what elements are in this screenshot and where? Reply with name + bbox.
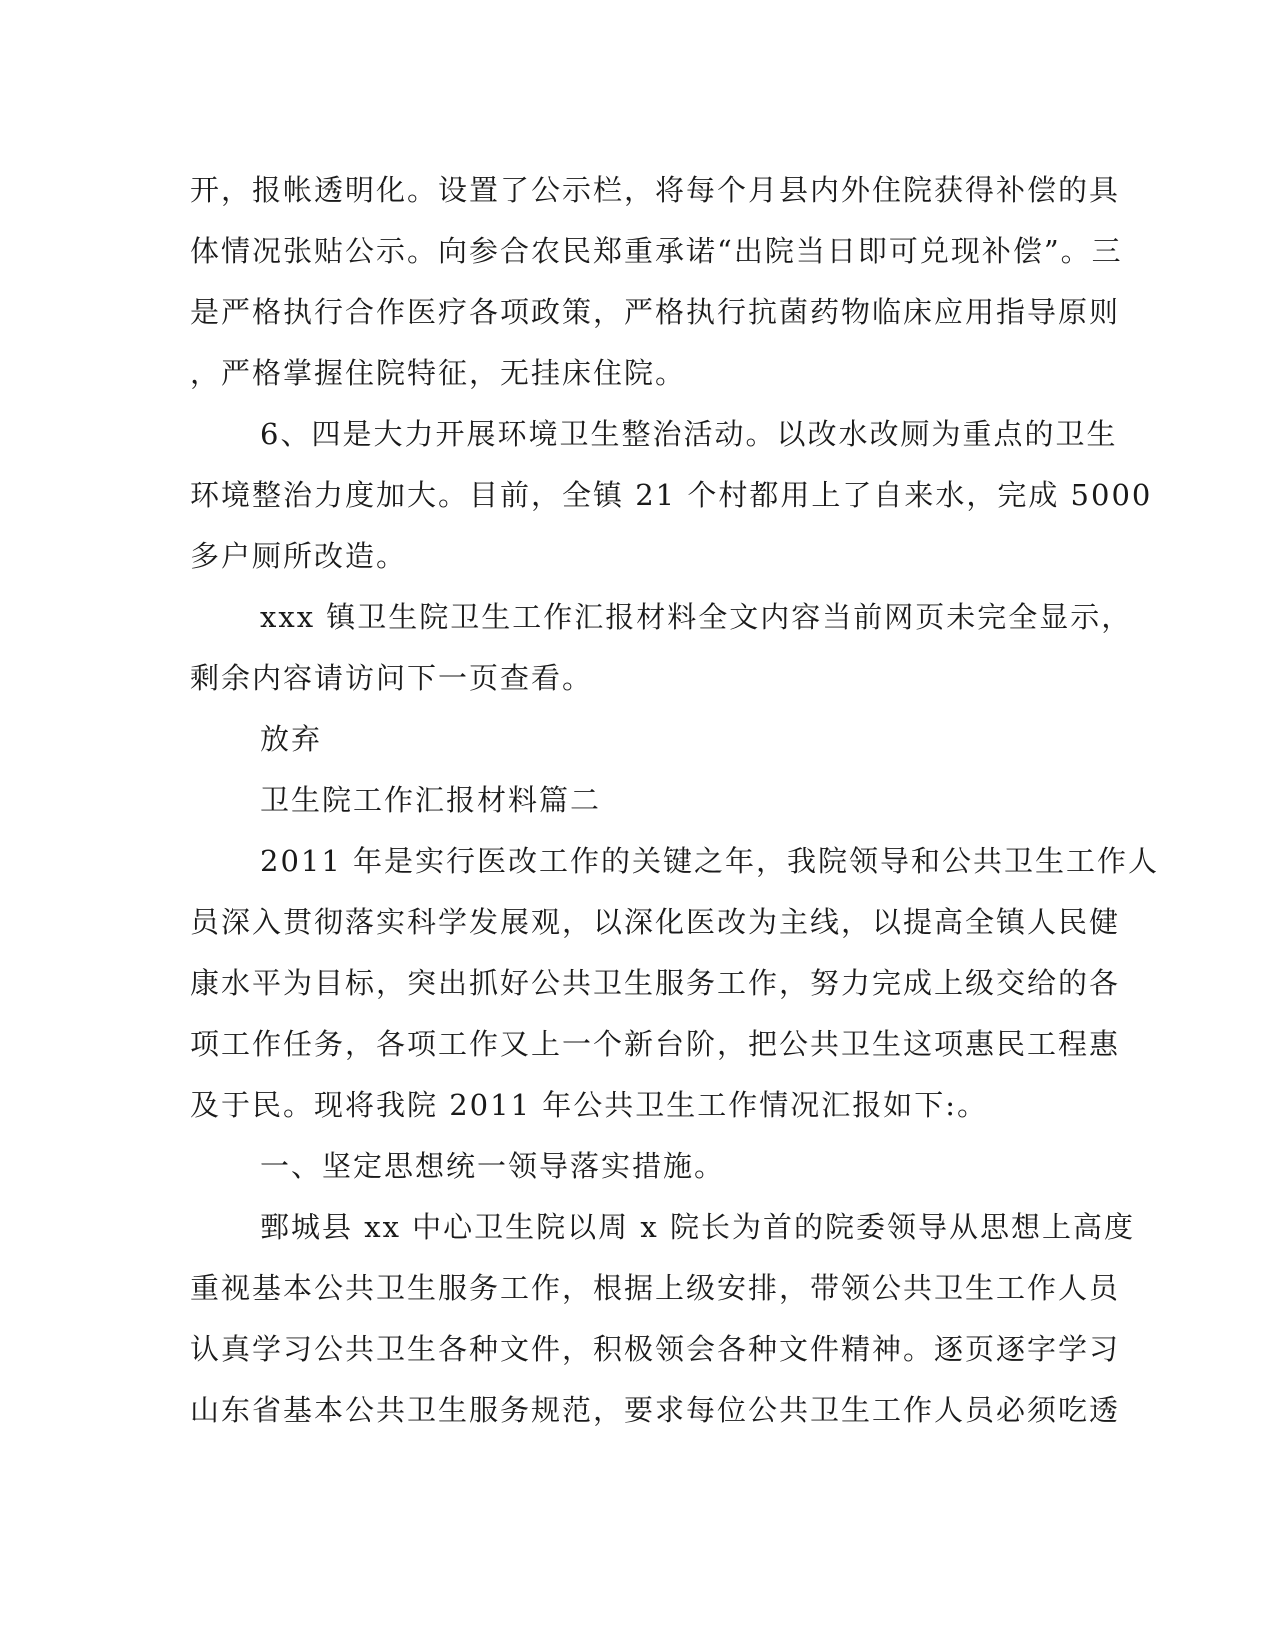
text-line: 体情况张贴公示。向参合农民郑重承诺“出院当日即可兑现补偿”。三 xyxy=(190,234,1123,268)
text-line: 开，报帐透明化。设置了公示栏，将每个月县内外住院获得补偿的具 xyxy=(190,173,1121,207)
subsection-heading: 一、坚定思想统一领导落实措施。 xyxy=(260,1149,726,1183)
text-line: 认真学习公共卫生各种文件，积极领会各种文件精神。逐页逐字学习 xyxy=(190,1332,1121,1366)
text-line: 康水平为目标，突出抓好公共卫生服务工作，努力完成上级交给的各 xyxy=(190,966,1121,1000)
text-line: xxx 镇卫生院卫生工作汇报材料全文内容当前网页未完全显示， xyxy=(260,600,1133,634)
text-line: 2011 年是实行医改工作的关键之年，我院领导和公共卫生工作人 xyxy=(260,844,1160,878)
text-line: 剩余内容请访问下一页查看。 xyxy=(190,661,594,695)
text-line: 山东省基本公共卫生服务规范，要求每位公共卫生工作人员必须吃透 xyxy=(190,1393,1121,1427)
text-line: 重视基本公共卫生服务工作，根据上级安排，带领公共卫生工作人员 xyxy=(190,1271,1121,1305)
text-line: 鄄城县 xx 中心卫生院以周 x 院长为首的院委领导从思想上高度 xyxy=(260,1210,1135,1244)
document-body xyxy=(190,160,1160,1441)
text-line: ，严格掌握住院特征，无挂床住院。 xyxy=(190,356,687,390)
text-line: 多户厕所改造。 xyxy=(190,539,408,573)
text-line: 是严格执行合作医疗各项政策，严格执行抗菌药物临床应用指导原则 xyxy=(190,295,1121,329)
text-line: 环境整治力度加大。目前，全镇 21 个村都用上了自来水，完成 5000 xyxy=(190,478,1153,512)
text-line: 及于民。现将我院 2011 年公共卫生工作情况汇报如下:。 xyxy=(190,1088,989,1122)
text-line: 6、四是大力开展环境卫生整治活动。以改水改厕为重点的卫生 xyxy=(260,417,1118,451)
text-line: 项工作任务，各项工作又上一个新台阶，把公共卫生这项惠民工程惠 xyxy=(190,1027,1121,1061)
section-heading: 卫生院工作汇报材料篇二 xyxy=(260,783,602,817)
text-line: 放弃 xyxy=(260,722,323,756)
text-line: 员深入贯彻落实科学发展观，以深化医改为主线，以提高全镇人民健 xyxy=(190,905,1121,939)
